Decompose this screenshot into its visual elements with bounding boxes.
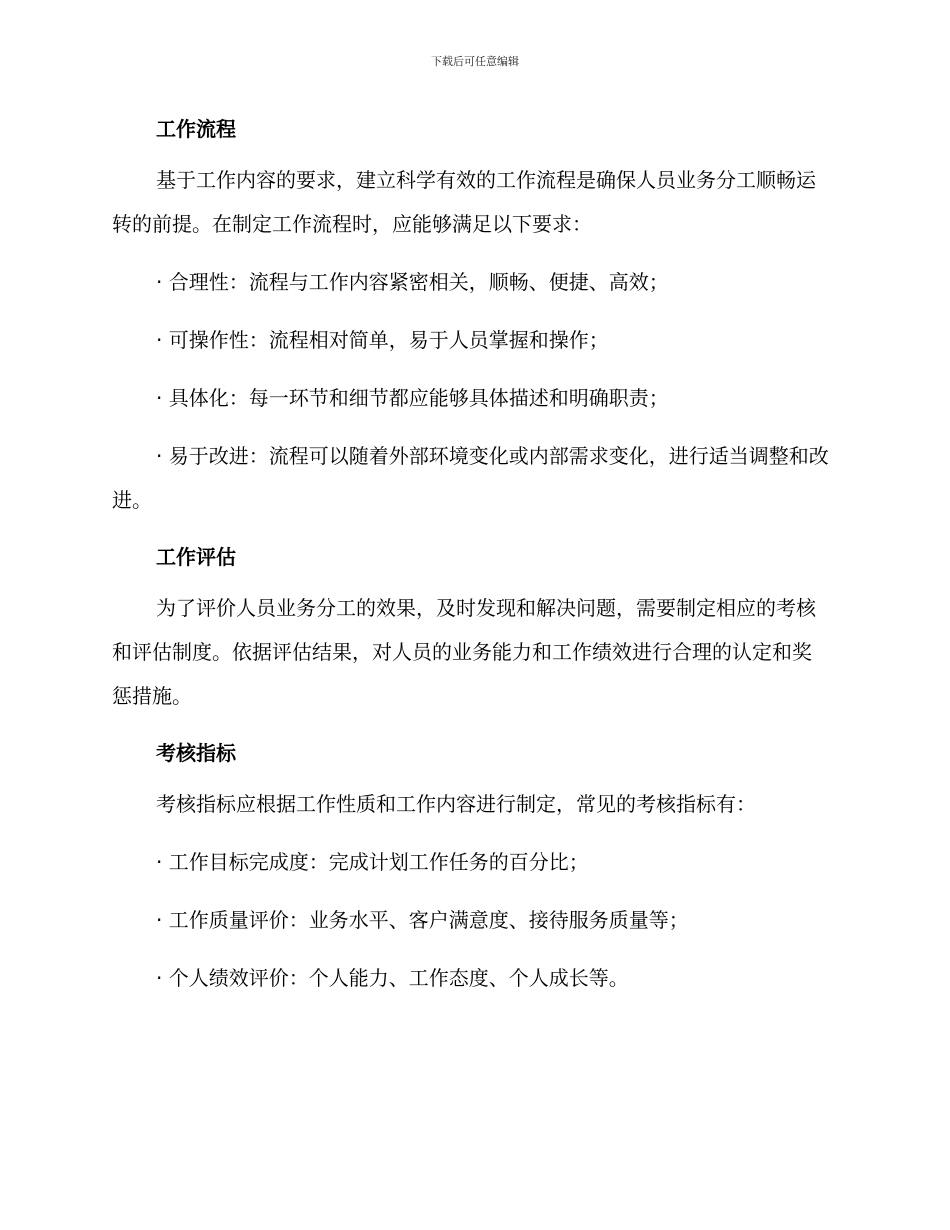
bullet-item: · 合理性：流程与工作内容紧密相关，顺畅、便捷、高效；	[156, 270, 669, 294]
section-paragraph: 考核指标应根据工作性质和工作内容进行制定，常见的考核指标有：	[156, 792, 756, 816]
bullet-item: · 工作质量评价：业务水平、客户满意度、接待服务质量等；	[156, 908, 689, 932]
section-heading: 工作流程	[156, 117, 236, 141]
section-heading: 考核指标	[156, 741, 236, 765]
bullet-item: · 易于改进：流程可以随着外部环境变化或内部需求变化，进行适当调整和改进。	[112, 444, 829, 512]
section-heading: 工作评估	[156, 545, 236, 569]
section-paragraph: 基于工作内容的要求，建立科学有效的工作流程是确保人员业务分工顺畅运转的前提。在制定工作流程时，应能够满足以下要求：	[112, 168, 816, 236]
section-workflow	[112, 108, 830, 522]
section-assessment-indicators	[112, 732, 830, 1000]
bullet-item: · 工作目标完成度：完成计划工作任务的百分比；	[156, 850, 589, 874]
section-evaluation	[112, 536, 830, 718]
document-body	[112, 108, 830, 1014]
bullet-item: · 可操作性：流程相对简单，易于人员掌握和操作；	[156, 328, 609, 352]
section-paragraph: 为了评价人员业务分工的效果，及时发现和解决问题，需要制定相应的考核和评估制度。依据评估结果，对人员的业务能力和工作绩效进行合理的认定和奖惩措施。	[112, 596, 816, 708]
bullet-item: · 个人绩效评价：个人能力、工作态度、个人成长等。	[156, 966, 629, 990]
page-header: 下载后可任意编辑	[431, 55, 519, 68]
bullet-item: · 具体化：每一环节和细节都应能够具体描述和明确职责；	[156, 386, 669, 410]
